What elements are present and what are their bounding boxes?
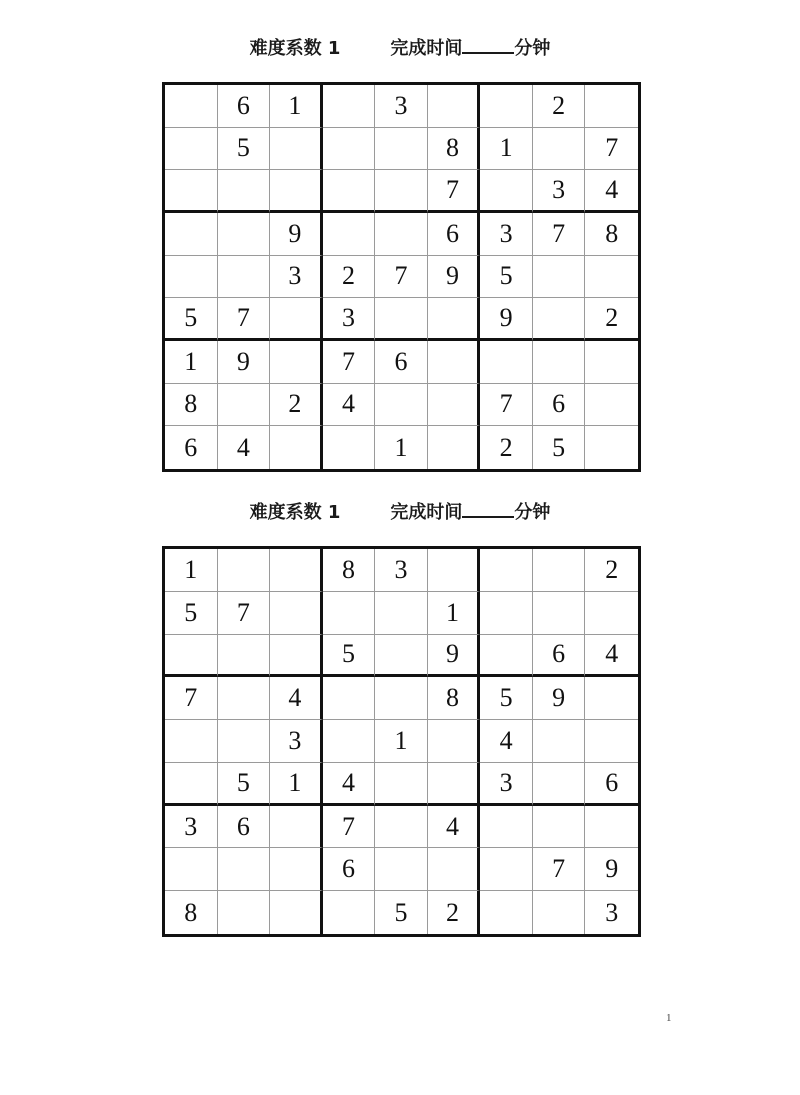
sudoku-cell-given: 9 [585,848,638,891]
time-unit-label: 分钟 [514,38,551,59]
sudoku-cell-empty[interactable] [270,549,323,592]
sudoku-cell-empty[interactable] [533,128,586,171]
sudoku-cell-given: 1 [165,549,218,592]
sudoku-cell-empty[interactable] [165,720,218,763]
sudoku-cell-given: 9 [428,635,481,678]
page-number: 1 [666,1012,672,1024]
sudoku-cell-empty[interactable] [323,85,376,128]
sudoku-cell-given: 3 [375,85,428,128]
sudoku-cell-empty[interactable] [218,848,271,891]
sudoku-cell-empty[interactable] [270,891,323,934]
sudoku-cell-given: 9 [218,341,271,384]
sudoku-grid-1 [162,82,641,472]
sudoku-cell-empty[interactable] [270,341,323,384]
sudoku-cell-given: 4 [585,635,638,678]
sudoku-cell-given: 5 [480,677,533,720]
sudoku-cell-given: 2 [428,891,481,934]
sudoku-cell-given: 7 [218,592,271,635]
sudoku-cell-given: 7 [428,170,481,213]
sudoku-cell-empty[interactable] [428,341,481,384]
sudoku-cell-given: 4 [323,763,376,806]
puzzle-1-heading [0,34,800,60]
sudoku-cell-empty[interactable] [375,384,428,427]
sudoku-cell-given: 1 [428,592,481,635]
sudoku-cell-given: 1 [480,128,533,171]
sudoku-cell-empty[interactable] [218,635,271,678]
sudoku-cell-given: 9 [270,213,323,256]
sudoku-cell-empty[interactable] [375,848,428,891]
sudoku-cell-given: 1 [375,720,428,763]
sudoku-cell-empty[interactable] [585,720,638,763]
sudoku-cell-empty[interactable] [375,635,428,678]
sudoku-cell-empty[interactable] [533,341,586,384]
sudoku-cell-empty[interactable] [270,635,323,678]
sudoku-cell-empty[interactable] [270,426,323,469]
sudoku-cell-empty[interactable] [480,891,533,934]
sudoku-cell-given: 2 [270,384,323,427]
sudoku-cell-given: 5 [165,298,218,341]
sudoku-cell-given: 4 [585,170,638,213]
sudoku-cell-given: 2 [585,549,638,592]
sudoku-cell-empty[interactable] [428,85,481,128]
sudoku-cell-empty[interactable] [165,170,218,213]
sudoku-cell-given: 9 [480,298,533,341]
sudoku-cell-empty[interactable] [533,298,586,341]
sudoku-cell-given: 2 [585,298,638,341]
sudoku-cell-empty[interactable] [480,848,533,891]
sudoku-cell-given: 3 [605,897,619,927]
sudoku-cell-given: 7 [533,848,586,891]
sudoku-cell-given: 9 [428,256,481,299]
sudoku-cell-empty[interactable] [218,256,271,299]
sudoku-cell-given: 6 [218,806,271,849]
sudoku-cell-given: 5 [218,128,271,171]
sudoku-grid-2 [162,546,641,937]
sudoku-cell-empty[interactable] [323,677,376,720]
sudoku-cell-empty[interactable] [375,677,428,720]
sudoku-cell-empty[interactable] [585,592,638,635]
sudoku-cell-empty[interactable] [375,592,428,635]
sudoku-cell-empty[interactable] [533,549,586,592]
sudoku-cell-given: 6 [533,635,586,678]
sudoku-cell-given: 3 [533,170,586,213]
sudoku-cell-given: 5 [165,592,218,635]
completion-time-blank[interactable] [462,502,514,518]
sudoku-cell-empty[interactable] [375,806,428,849]
sudoku-cell-given: 3 [480,213,533,256]
sudoku-cell-empty[interactable] [375,213,428,256]
sudoku-cell-empty[interactable] [375,298,428,341]
sudoku-cell-given: 5 [480,256,533,299]
sudoku-cell-given: 5 [218,763,271,806]
sudoku-cell-given: 6 [323,848,376,891]
sudoku-cell-empty[interactable] [165,256,218,299]
sudoku-cell-given: 2 [323,256,376,299]
sudoku-cell-empty[interactable] [323,720,376,763]
difficulty-label: 难度系数 1 [249,502,341,523]
sudoku-cell-empty[interactable] [585,677,638,720]
sudoku-cell-empty[interactable] [375,128,428,171]
sudoku-cell-given: 7 [585,128,638,171]
sudoku-cell-given: 8 [585,213,638,256]
sudoku-cell-given: 5 [533,426,586,469]
sudoku-cell-empty[interactable] [533,720,586,763]
sudoku-cell-empty[interactable] [480,549,533,592]
sudoku-cell-given: 6 [375,341,428,384]
sudoku-cell-empty[interactable] [323,128,376,171]
sudoku-cell-given: 3 [165,806,218,849]
sudoku-cell-empty[interactable] [533,891,586,934]
sudoku-cell-empty[interactable] [218,891,271,934]
sudoku-cell-given: 7 [165,677,218,720]
completion-time-label: 完成时间 [390,38,463,59]
sudoku-cell-empty[interactable] [323,213,376,256]
sudoku-cell-given: 8 [165,891,218,934]
sudoku-cell-empty[interactable] [375,170,428,213]
sudoku-cell-given: 3 [480,763,533,806]
sudoku-cell-given: 4 [323,384,376,427]
completion-time-label: 完成时间 [390,502,463,523]
sudoku-cell-empty[interactable] [218,549,271,592]
sudoku-cell-empty[interactable] [270,170,323,213]
sudoku-cell-empty[interactable] [218,170,271,213]
sudoku-cell-given: 1 [270,763,323,806]
sudoku-cell-given: 6 [428,213,481,256]
sudoku-cell-empty[interactable] [480,635,533,678]
sudoku-cell-given: 1 [165,341,218,384]
sudoku-cell-given: 7 [323,341,376,384]
sudoku-cell-given: 2 [480,426,533,469]
sudoku-cell-empty[interactable] [533,806,586,849]
sudoku-cell-empty[interactable] [480,170,533,213]
sudoku-cell-empty[interactable] [270,592,323,635]
sudoku-cell-given: 5 [375,891,428,934]
sudoku-cell-empty[interactable] [428,848,481,891]
sudoku-cell-given: 7 [218,298,271,341]
sudoku-cell-given: 4 [428,806,481,849]
sudoku-cell-given: 6 [218,85,271,128]
sudoku-cell-empty[interactable] [375,763,428,806]
puzzle-2-heading [0,498,800,524]
sudoku-cell-empty[interactable] [428,549,481,592]
sudoku-cell-empty[interactable] [533,763,586,806]
sudoku-cell-given: 4 [480,720,533,763]
sudoku-cell-empty[interactable] [480,85,533,128]
sudoku-cell-empty[interactable] [533,592,586,635]
sudoku-cell-given: 4 [270,677,323,720]
sudoku-cell-given: 3 [375,549,428,592]
sudoku-cell-given: 3 [323,298,376,341]
sudoku-cell-empty[interactable] [480,341,533,384]
sudoku-cell-empty[interactable] [585,426,638,469]
sudoku-cell-empty[interactable] [585,341,638,384]
sudoku-cell-given: 1 [375,426,428,469]
sudoku-cell-given: 8 [428,677,481,720]
sudoku-cell-empty[interactable] [165,85,218,128]
sudoku-cell-empty[interactable] [585,256,638,299]
sudoku-cell-given: 6 [533,384,586,427]
sudoku-cell-empty[interactable] [323,170,376,213]
sudoku-cell-given: 8 [428,128,481,171]
sudoku-cell-empty[interactable] [165,848,218,891]
sudoku-cell-given: 3 [270,256,323,299]
sudoku-cell-given: 2 [533,85,586,128]
sudoku-cell-empty[interactable] [218,677,271,720]
sudoku-cell-empty[interactable] [428,426,481,469]
completion-time-blank[interactable] [462,38,514,54]
sudoku-cell-given: 7 [480,384,533,427]
sudoku-cell-empty[interactable] [585,806,638,849]
sudoku-cell-given: 3 [270,720,323,763]
sudoku-cell-empty[interactable] [270,806,323,849]
sudoku-cell-empty[interactable] [428,298,481,341]
sudoku-cell-empty[interactable] [323,426,376,469]
sudoku-cell-given: 6 [585,763,638,806]
sudoku-cell-empty[interactable] [480,592,533,635]
sudoku-cell-given: 1 [270,85,323,128]
sudoku-cell-empty[interactable] [428,384,481,427]
sudoku-cell-given: 8 [165,384,218,427]
sudoku-cell-empty[interactable] [323,891,376,934]
difficulty-label: 难度系数 1 [249,38,341,59]
sudoku-cell-empty[interactable] [165,763,218,806]
sudoku-cell-given: 9 [533,677,586,720]
sudoku-cell-empty[interactable] [165,128,218,171]
sudoku-cell-empty[interactable] [218,213,271,256]
sudoku-cell-empty[interactable] [428,763,481,806]
sudoku-cell-empty[interactable] [270,128,323,171]
sudoku-cell-given: 5 [323,635,376,678]
sudoku-cell-given: 7 [375,256,428,299]
sudoku-cell-given: 8 [323,549,376,592]
sudoku-cell-empty[interactable] [323,592,376,635]
sudoku-cell-empty[interactable] [218,720,271,763]
sudoku-cell-empty[interactable] [165,635,218,678]
sudoku-cell-given: 6 [165,426,218,469]
time-unit-label: 分钟 [514,502,551,523]
sudoku-cell-empty[interactable] [533,256,586,299]
sudoku-cell-empty[interactable] [428,720,481,763]
sudoku-cell-empty[interactable] [585,85,638,128]
sudoku-cell-empty[interactable] [585,384,638,427]
sudoku-cell-given: 7 [323,806,376,849]
sudoku-cell-empty[interactable] [165,213,218,256]
sudoku-cell-empty[interactable] [480,806,533,849]
sudoku-cell-empty[interactable] [270,298,323,341]
sudoku-cell-empty[interactable] [270,848,323,891]
sudoku-cell-empty[interactable] [218,384,271,427]
sudoku-cell-given: 4 [218,426,271,469]
sudoku-cell-given: 7 [533,213,586,256]
